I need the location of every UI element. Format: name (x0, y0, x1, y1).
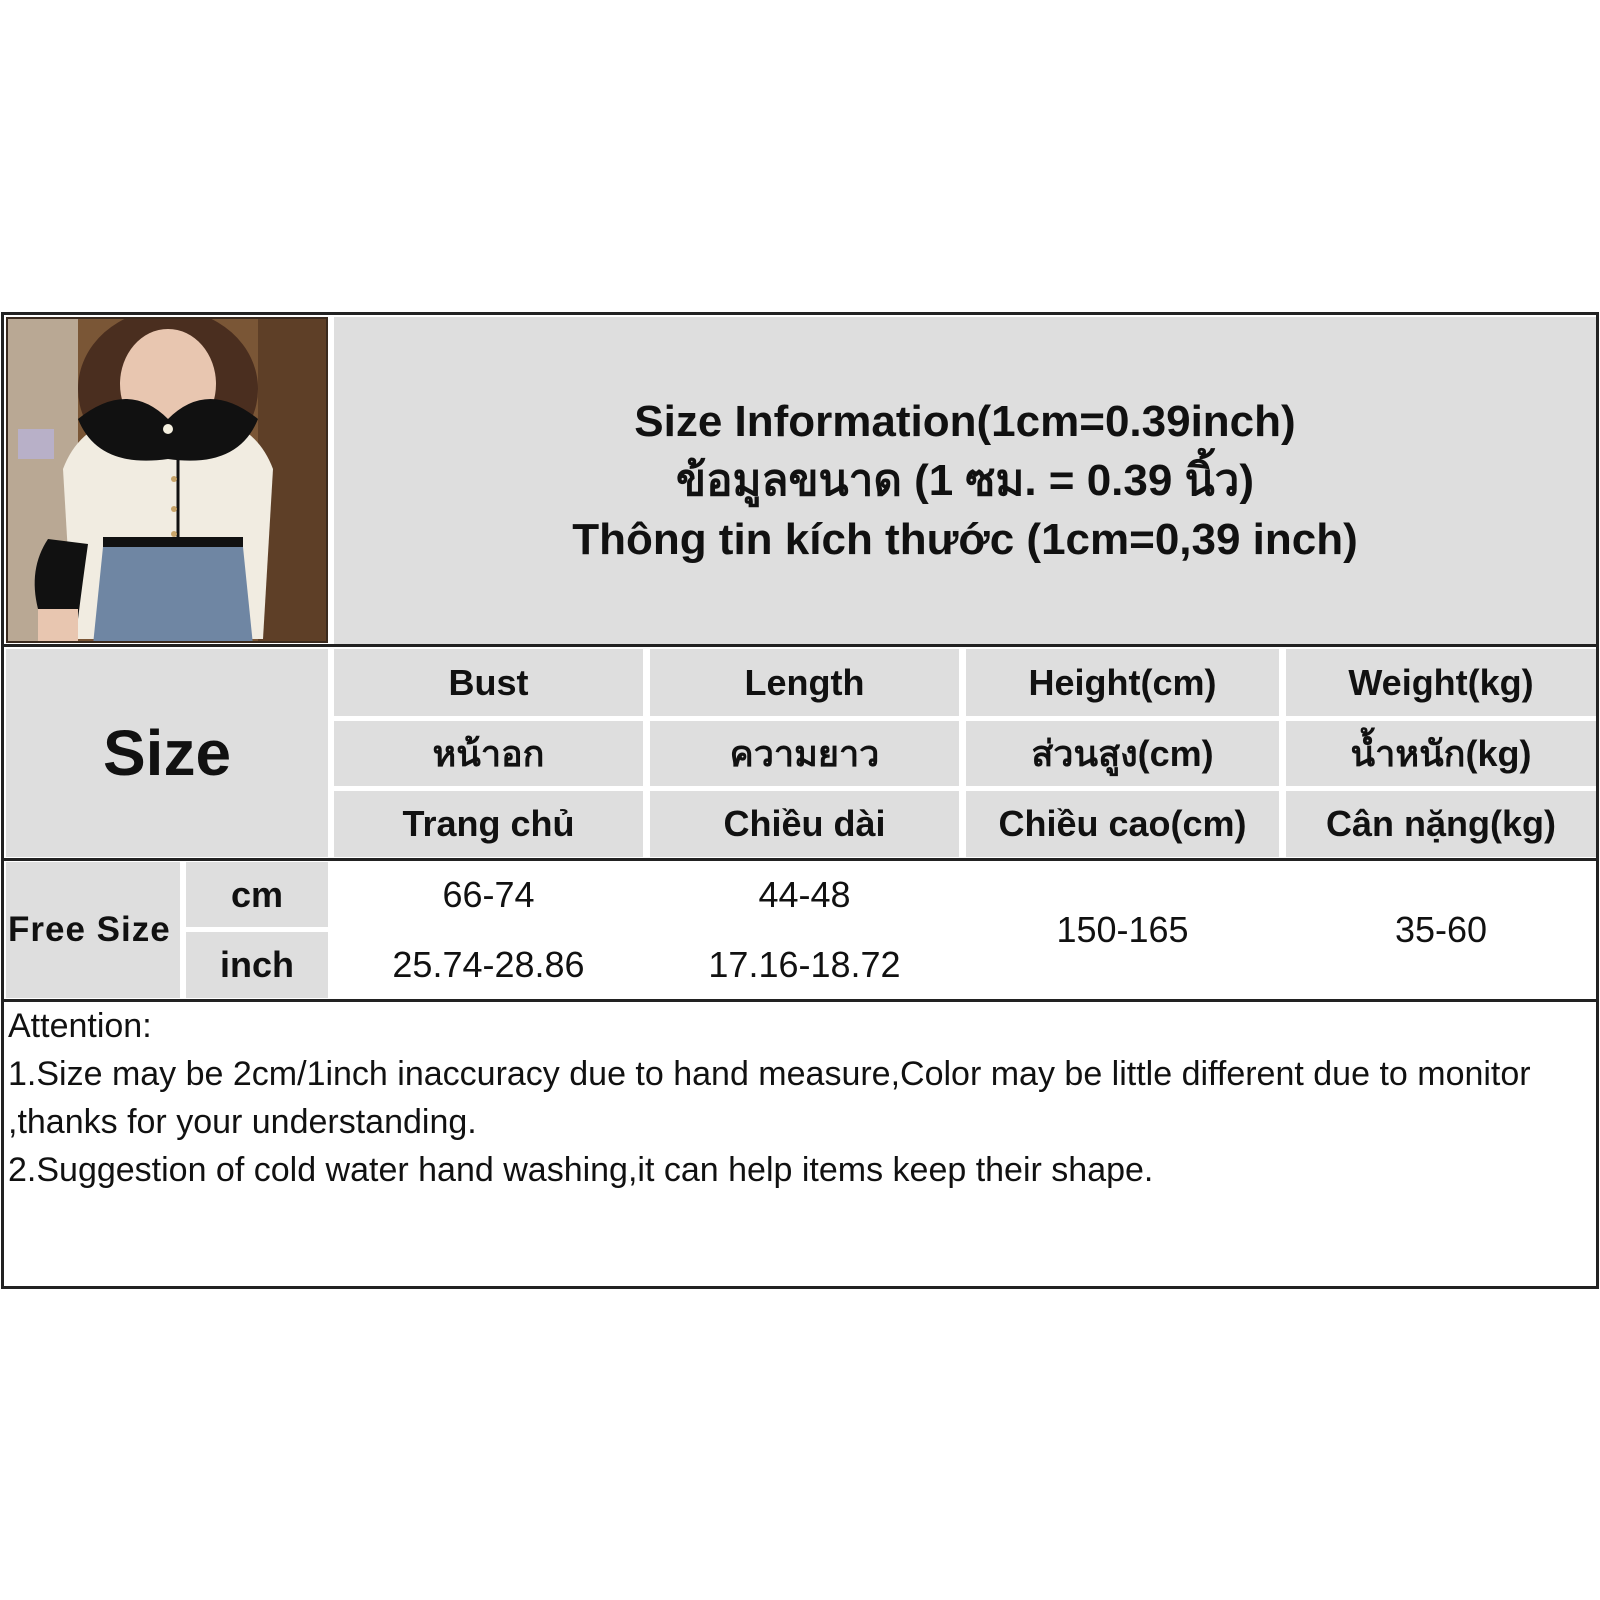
header-weight-th: น้ำหนัก(kg) (1286, 721, 1596, 786)
attention-notes (8, 1002, 1588, 1194)
divider-title (1, 644, 1599, 647)
header-height-th: ส่วนสูง(cm) (966, 721, 1279, 786)
weight-value: 35-60 (1286, 862, 1596, 998)
header-bust-en: Bust (334, 649, 643, 716)
divider-header (1, 858, 1599, 861)
length-inch-value: 17.16-18.72 (650, 932, 959, 998)
header-weight-en: Weight(kg) (1286, 649, 1596, 716)
header-weight-vi: Cân nặng(kg) (1286, 791, 1596, 857)
attention-heading: Attention: (8, 1007, 152, 1045)
length-cm-value: 44-48 (650, 862, 959, 927)
header-height-en: Height(cm) (966, 649, 1279, 716)
header-length-en: Length (650, 649, 959, 716)
unit-inch: inch (186, 932, 328, 998)
header-length-vi: Chiều dài (650, 791, 959, 857)
header-bust-th: หน้าอก (334, 721, 643, 786)
row-size-free: Free Size (6, 862, 180, 998)
title-banner (334, 317, 1596, 644)
header-length-th: ความยาว (650, 721, 959, 786)
product-photo (6, 317, 328, 643)
attention-note-1: 1.Size may be 2cm/1inch inaccuracy due to hand measure,Color may be little different due to monitor ,thanks for your understanding. (8, 1055, 1531, 1141)
header-height-vi: Chiều cao(cm) (966, 791, 1279, 857)
bust-cm-value: 66-74 (334, 862, 643, 927)
height-value: 150-165 (966, 862, 1279, 998)
title-english: Size Information(1cm=0.39inch) (634, 397, 1296, 446)
title-vietnamese: Thông tin kích thước (1cm=0,39 inch) (572, 515, 1358, 564)
header-bust-vi: Trang chủ (334, 791, 643, 857)
title-thai: ข้อมูลขนาด (1 ซม. = 0.39 นิ้ว) (675, 456, 1254, 505)
bust-inch-value: 25.74-28.86 (334, 932, 643, 998)
model-illustration (8, 319, 328, 643)
size-label: Size (6, 649, 328, 857)
attention-note-2: 2.Suggestion of cold water hand washing,it can help items keep their shape. (8, 1151, 1154, 1189)
unit-cm: cm (186, 862, 328, 927)
